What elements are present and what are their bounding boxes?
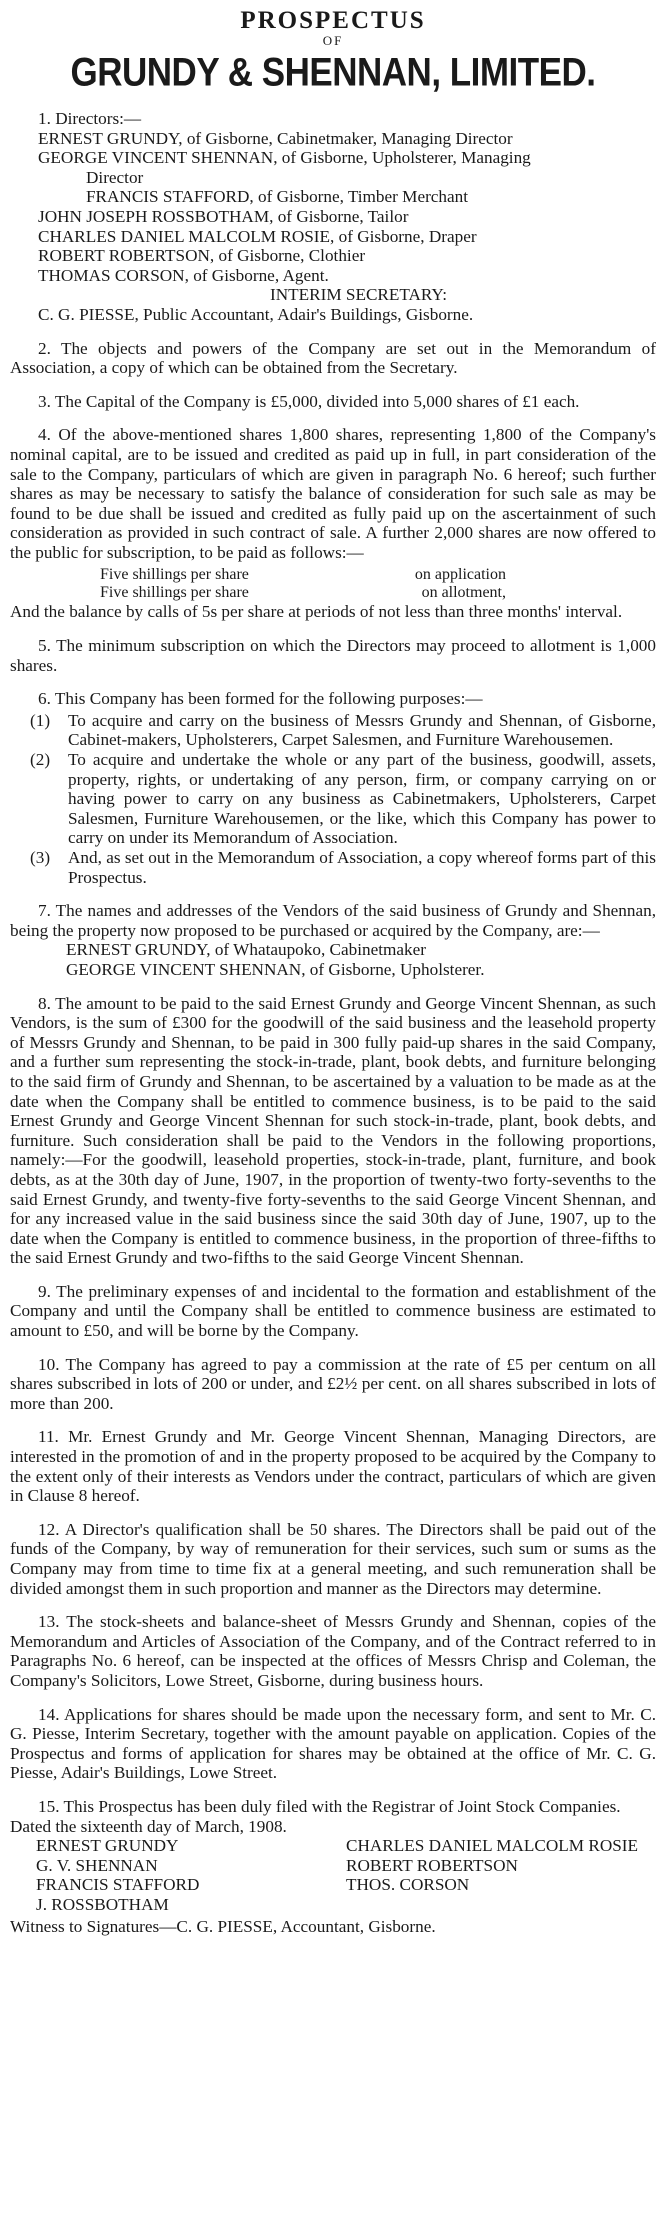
section-10: 10. The Company has agreed to pay a commission at the rate of £5 per centum on all shares subscribed in lots of 200 or under, and £2½ per cent. on all shares subscribed in lots of more than 200.	[10, 1354, 656, 1413]
directors-heading: 1. Directors:—	[38, 109, 142, 128]
purpose-text: And, as set out in the Memorandum of Association, a copy whereof forms part of this Prospectus.	[68, 848, 656, 887]
section-9: 9. The preliminary expenses of and incidental to the formation and establishment of the Company and until the Company shall be entitled to commence business are estimated to amount to £50, and will be borne by the Company.	[10, 1281, 656, 1341]
purpose-number: (3)	[30, 848, 51, 867]
payment-term-right: on application	[414, 566, 506, 584]
purpose-text: To acquire and undertake the whole or any part of the business, goodwill, assets, property, rights, or undertaking of any person, firm, or company carrying on or having power to carry on any business as Cabinetmakers, Upholsterers, Carpet Salesmen, Furniture Warehousemen, or the like, which this Company has power to carry on under its Memorandum of Association.	[68, 750, 656, 848]
title-of: OF	[322, 33, 344, 48]
vendor-line: GEORGE VINCENT SHENNAN, of Gisborne, Upholsterer.	[66, 959, 485, 979]
purposes-list	[30, 711, 656, 887]
purpose-text: To acquire and carry on the business of Messrs Grundy and Shennan, of Gisborne, Cabinet-makers, Upholsterers, Carpet Salesmen, and Furniture Warehousemen.	[68, 710, 656, 750]
director-line: Director	[86, 167, 144, 187]
section-7-text: 7. The names and addresses of the Vendors of the said business of Grundy and Shennan, being the property now proposed to be purchased or acquired by the Company, are:—	[10, 901, 656, 940]
payment-term	[10, 566, 656, 584]
section-6-heading: 6. This Company has been formed for the following purposes:—	[38, 689, 483, 709]
directors-list	[38, 129, 656, 325]
section-12: 12. A Director's qualification shall be 50 shares. The Directors shall be paid out of the funds of the Company, by way of remuneration for their services, such sum or sums as the Company may from time to time fix at a general meeting, and such remuneration shall be divided amongst them in such proportion and manner as the Directors may determine.	[10, 1519, 656, 1598]
section-4-tail: And the balance by calls of 5s per share at periods of not less than three months' interval.	[10, 602, 623, 622]
director-line: ERNEST GRUNDY, of Gisborne, Cabinetmaker, Managing Director	[38, 128, 513, 148]
section-15: 15. This Prospectus has been duly filed with the Registrar of Joint Stock Companies.	[38, 1796, 621, 1816]
section-directors	[10, 109, 656, 325]
payment-term-left: Five shillings per share	[100, 584, 249, 602]
section-6	[10, 689, 656, 887]
signatory-name: CHARLES DANIEL MALCOLM ROSIE	[346, 1836, 639, 1856]
payment-term-right: on allotment,	[421, 584, 506, 602]
signature-block	[10, 1817, 656, 1937]
section-7	[10, 901, 656, 979]
signatory-name: G. V. SHENNAN	[36, 1855, 158, 1875]
interim-secretary-heading: INTERIM SECRETARY:	[270, 285, 448, 305]
purpose-item	[30, 711, 656, 750]
director-line: FRANCIS STAFFORD, of Gisborne, Timber Merchant	[86, 187, 469, 207]
payment-term-left: Five shillings per share	[100, 566, 249, 584]
director-line: THOMAS CORSON, of Gisborne, Agent.	[38, 265, 329, 285]
witness-line: Witness to Signatures—C. G. PIESSE, Accountant, Gisborne.	[10, 1916, 436, 1936]
section-13: 13. The stock-sheets and balance-sheet of Messrs Grundy and Shennan, copies of the Memorandum and Articles of Association of the Company, and of the Contract referred to in Paragraphs No. 6 hereof, can be inspected at the offices of Messrs Chrisp and Coleman, the Company's Solicitors, Lowe Street, Gisborne, during business hours.	[10, 1612, 656, 1690]
dated-line: Dated the sixteenth day of March, 1908.	[10, 1816, 287, 1836]
section-2: 2. The objects and powers of the Company are set out in the Memorandum of Association, a copy of which can be obtained from the Secretary.	[10, 338, 656, 378]
section-4: 4. Of the above-mentioned shares 1,800 shares, representing 1,800 of the Company's nominal capital, are to be issued and credited as paid up in full, in part consideration of the sale to the Company, particulars of which are given in paragraph No. 6 hereof; such further shares as may be necessary to satisfy the balance of consideration for such sale as may be found to be due shall be issued and credited as fully paid up on the ascertainment of such consideration as provided in such contract of sale. A further 2,000 shares are now offered to the public for subscription, to be paid as follows:—	[10, 425, 656, 562]
section-5: 5. The minimum subscription on which the Directors may proceed to allotment is 1,000 shares.	[10, 636, 656, 675]
signatory-name: J. ROSSBOTHAM	[36, 1894, 169, 1914]
director-line: JOHN JOSEPH ROSSBOTHAM, of Gisborne, Tailor	[38, 206, 409, 226]
signatory-name: ERNEST GRUNDY	[36, 1836, 179, 1856]
signatory-name: ROBERT ROBERTSON	[346, 1855, 518, 1875]
signatory-name: THOS. CORSON	[346, 1875, 470, 1895]
interim-secretary-line: C. G. PIESSE, Public Accountant, Adair's Buildings, Gisborne.	[38, 304, 474, 324]
signatories	[10, 1836, 656, 1914]
section-3: 3. The Capital of the Company is £5,000, divided into 5,000 shares of £1 each.	[38, 391, 580, 411]
director-line: ROBERT ROBERTSON, of Gisborne, Clothier	[38, 246, 366, 266]
vendor-line: ERNEST GRUNDY, of Whataupoko, Cabinetmaker	[66, 940, 426, 960]
company-name: GRUNDY & SHENNAN, LIMITED.	[70, 50, 596, 95]
section-8: 8. The amount to be paid to the said Ernest Grundy and George Vincent Shennan, as such Vendors, is the sum of £300 for the goodwill of the said business and the leasehold property of Messrs Grundy and Shennan, to be paid in 300 fully paid-up shares in the said Company, and a further sum representing the stock-in-trade, plant, book debts, and furniture belonging to the said firm of Grundy and Shennan, to be ascertained by a valuation to be made as at the date when the Company shall be entitled to commence business, is to be paid to the said Ernest Grundy and George Vincent Shennan for such stock-in-trade, plant, book debts, and furniture. Such consideration shall be paid to the Vendors in the following proportions, namely:—For the goodwill, leasehold properties, stock-in-trade, plant, furniture, and book debts, as at the 30th day of June, 1907, in the proportion of twenty-two forty-sevenths to the said Ernest Grundy, and twenty-five forty-sevenths to the said George Vincent Shennan, and for any increased value in the said business since the said 30th day of June, 1907, up to the date when the Company is entitled to commence business, in the proportion of three-fifths to the said Ernest Grundy and two-fifths to the said George Vincent Shennan.	[10, 993, 656, 1268]
purpose-item	[30, 848, 656, 887]
purpose-number: (2)	[30, 750, 51, 770]
signatory-name: FRANCIS STAFFORD	[36, 1875, 200, 1895]
director-line: CHARLES DANIEL MALCOLM ROSIE, of Gisborne, Draper	[38, 226, 477, 246]
director-line: GEORGE VINCENT SHENNAN, of Gisborne, Upholsterer, Managing	[38, 148, 531, 168]
section-11: 11. Mr. Ernest Grundy and Mr. George Vincent Shennan, Managing Directors, are interested in the promotion of and in the property proposed to be acquired by the Company to the extent only of their interests as Vendors under the contract, particulars of which are given in Clause 8 hereof.	[10, 1427, 656, 1506]
payment-term	[10, 584, 656, 602]
section-14: 14. Applications for shares should be made upon the necessary form, and sent to Mr. C. G. Piesse, Interim Secretary, together with the amount payable on application. Copies of the Prospectus and forms of application for shares may be obtained at the office of Mr. C. G. Piesse, Adair's Buildings, Lowe Street.	[10, 1704, 656, 1783]
document-title: PROSPECTUS	[240, 7, 426, 34]
purpose-number: (1)	[30, 710, 51, 730]
purpose-item	[30, 750, 656, 848]
